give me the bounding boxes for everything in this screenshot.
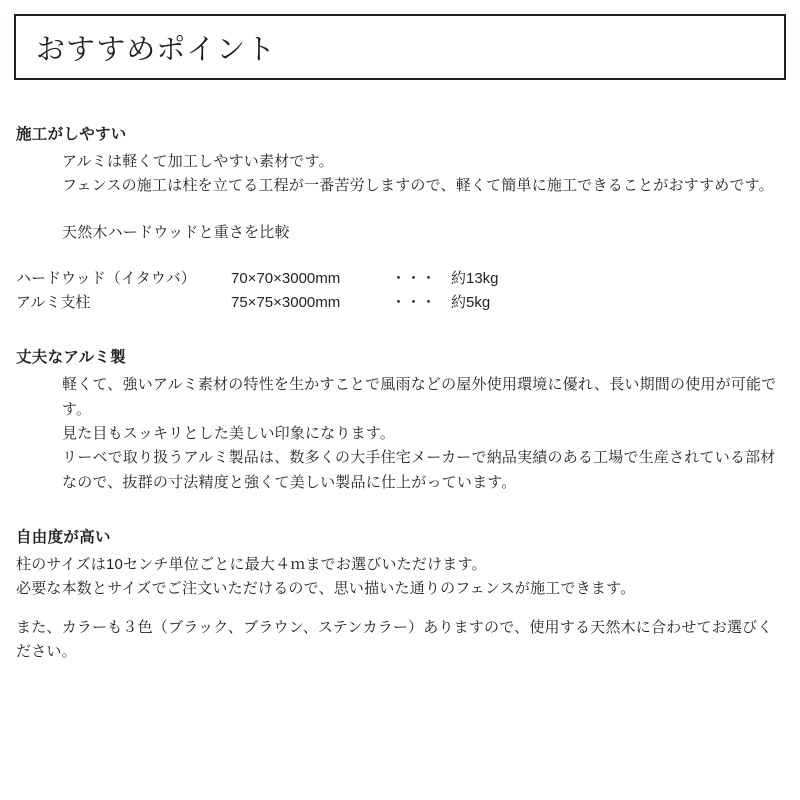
spacer xyxy=(16,245,784,267)
table-cell-item: アルミ支柱 xyxy=(16,294,91,312)
section-heading: 施工がしやすい xyxy=(16,126,127,143)
page-title: おすすめポイント xyxy=(36,33,277,66)
section-durable-aluminum xyxy=(16,345,784,494)
paragraph: アルミは軽くて加工しやすい素材です。 xyxy=(62,153,334,170)
document-content xyxy=(14,122,786,664)
compare-label: 天然木ハードウッドと重さを比較 xyxy=(62,223,290,241)
section-heading: 自由度が高い xyxy=(16,528,111,546)
spacer xyxy=(16,602,784,616)
table-cell-item: ハードウッド（イタウバ） xyxy=(16,269,196,287)
table-cell-dots: ・・・ xyxy=(391,294,437,312)
paragraph: リーベで取り扱うアルミ製品は、数多くの大手住宅メーカーで納品実績のある工場で生産されている部材なので、抜群の寸法精度と強くて美しい製品に仕上がっています。 xyxy=(62,449,776,491)
weight-comparison-table xyxy=(16,267,499,316)
table-cell-dots: ・・・ xyxy=(391,269,437,287)
table-cell-size: 75×75×3000mm xyxy=(231,294,341,312)
section-flexibility xyxy=(16,525,784,664)
table-cell-weight: 約13kg xyxy=(451,269,499,287)
paragraph: 必要な本数とサイズでご注文いただけるので、思い描いた通りのフェンスが施工できます。 xyxy=(16,580,636,598)
paragraph: また、カラーも３色（ブラック、ブラウン、ステンカラー）ありますので、使用する天然木に合わせてお選びください。 xyxy=(16,618,773,660)
section-body xyxy=(16,150,784,315)
table-row xyxy=(16,267,499,291)
page-title-box xyxy=(14,14,786,80)
paragraph: フェンスの施工は柱を立てる工程が一番苦労しますので、軽くて簡単に施工できることがおすすめです。 xyxy=(62,177,774,195)
section-body xyxy=(16,373,784,494)
paragraph: 軽くて、強いアルミ素材の特性を生かすことで風雨などの屋外使用環境に優れ、長い期間の使用が可能です。 xyxy=(62,376,777,418)
section-heading: 丈夫なアルミ製 xyxy=(16,349,126,367)
table-row xyxy=(16,291,499,315)
table-cell-size: 70×70×3000mm xyxy=(231,269,341,287)
section-body xyxy=(16,553,784,664)
spacer xyxy=(16,199,784,221)
paragraph: 柱のサイズは10センチ単位ごとに最大４ｍまでお選びいただけます。 xyxy=(16,555,487,573)
table-cell-weight: 約5kg xyxy=(451,294,491,312)
paragraph: 見た目もスッキリとした美しい印象になります。 xyxy=(62,425,396,443)
section-construction-ease xyxy=(16,122,784,315)
